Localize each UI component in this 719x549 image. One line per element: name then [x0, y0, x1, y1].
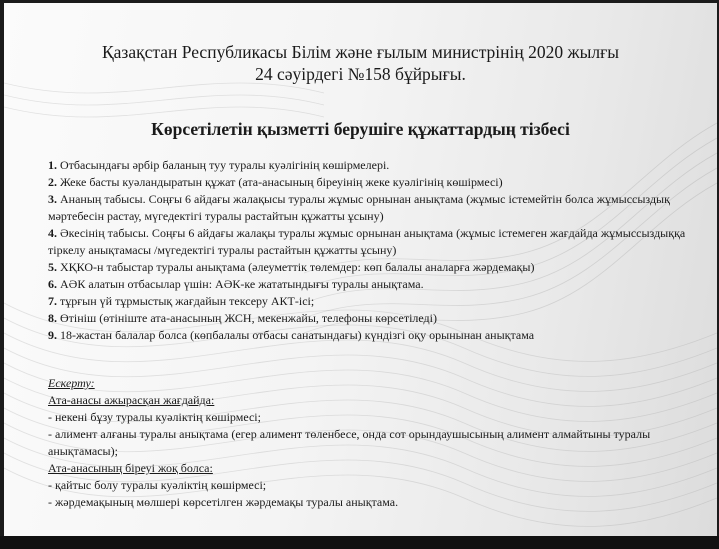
- list-item: [48, 327, 698, 344]
- divorced-condition: Ата-анасы ажырасқан жағдайда:: [48, 393, 215, 407]
- item-text: Отбасындағы әрбір баланың туу туралы куәлігінің көшірмелері.: [57, 158, 390, 172]
- note-item: - алимент алғаны туралы анықтама (егер алимент төленбесе, онда сот орындаушысының алимент алмайтыны туралы анықтамасы);: [48, 427, 651, 458]
- list-item: [48, 157, 698, 174]
- note-item: - қайтыс болу туралы куәліктің көшірмесі;: [48, 478, 267, 492]
- required-documents-list: [48, 157, 698, 344]
- item-number: 9.: [48, 328, 57, 342]
- order-header: [4, 41, 717, 85]
- note-item: - некені бұзу туралы куәліктің көшірмесі;: [48, 410, 261, 424]
- item-text: Жеке басты куәландыратын құжат (ата-анасының біреуінің жеке куәлігінің көшірмесі): [57, 175, 503, 189]
- list-item: [48, 259, 698, 276]
- notes-title: Ескерту:: [48, 376, 95, 390]
- list-item: [48, 225, 698, 259]
- item-number: 5.: [48, 260, 57, 274]
- item-number: 4.: [48, 226, 57, 240]
- item-text: 18-жастан балалар болса (көпбалалы отбасы санатындағы) күндізгі оқу орынынан анықтама: [57, 328, 535, 342]
- list-item: [48, 276, 698, 293]
- item-number: 7.: [48, 294, 57, 308]
- order-header-line-2: 24 сәуірдегі №158 бұйрығы.: [255, 64, 466, 84]
- list-item: [48, 174, 698, 191]
- list-item: [48, 191, 698, 225]
- absent-parent-condition: Ата-анасының біреуі жоқ болса:: [48, 461, 213, 475]
- item-text: тұрғын үй тұрмыстық жағдайын тексеру АКТ-ісі;: [57, 294, 315, 308]
- item-text: Өтініш (өтініште ата-анасының ЖСН, мекенжайы, телефоны көрсетіледі): [57, 311, 437, 325]
- item-text: Әкесінің табысы. Соңғы 6 айдағы жалақы туралы жұмыс орнынан анықтама (жұмыс істемеген жағдайда жұмыссыздыққа тіркелу анықтамасы /мүгедектігі туралы растайтын құжатты ұсыну): [48, 226, 686, 257]
- document-list-title: Көрсетілетін қызметті берушіге құжаттардың тізбесі: [151, 119, 570, 139]
- item-text: АӘК алатын отбасылар үшін: АӘК-ке жататындығы туралы анықтама.: [57, 277, 424, 291]
- note-item: - жәрдемақының мөлшері көрсетілген жәрдемақы туралы анықтама.: [48, 495, 399, 509]
- item-number: 1.: [48, 158, 57, 172]
- item-number: 2.: [48, 175, 57, 189]
- list-item: [48, 293, 698, 310]
- bottom-dark-strip: [0, 536, 719, 549]
- item-number: 3.: [48, 192, 57, 206]
- document-sheet: [4, 3, 717, 536]
- item-number: 6.: [48, 277, 57, 291]
- notes-section: [48, 375, 708, 511]
- list-item: [48, 310, 698, 327]
- item-text: ХҚКО-н табыстар туралы анықтама (әлеуметтік төлемдер: көп балалы аналарға жәрдемақы): [57, 260, 535, 274]
- order-header-line-1: Қазақстан Республикасы Білім және ғылым министрінің 2020 жылғы: [101, 42, 620, 62]
- item-number: 8.: [48, 311, 57, 325]
- item-text: Ананың табысы. Соңғы 6 айдағы жалақысы туралы жұмыс орнынан анықтама (жұмыс істемейтін болса жұмыссыздық мәртебесін растау, мүгедектігі туралы растайтын құжатты ұсыну): [48, 192, 670, 223]
